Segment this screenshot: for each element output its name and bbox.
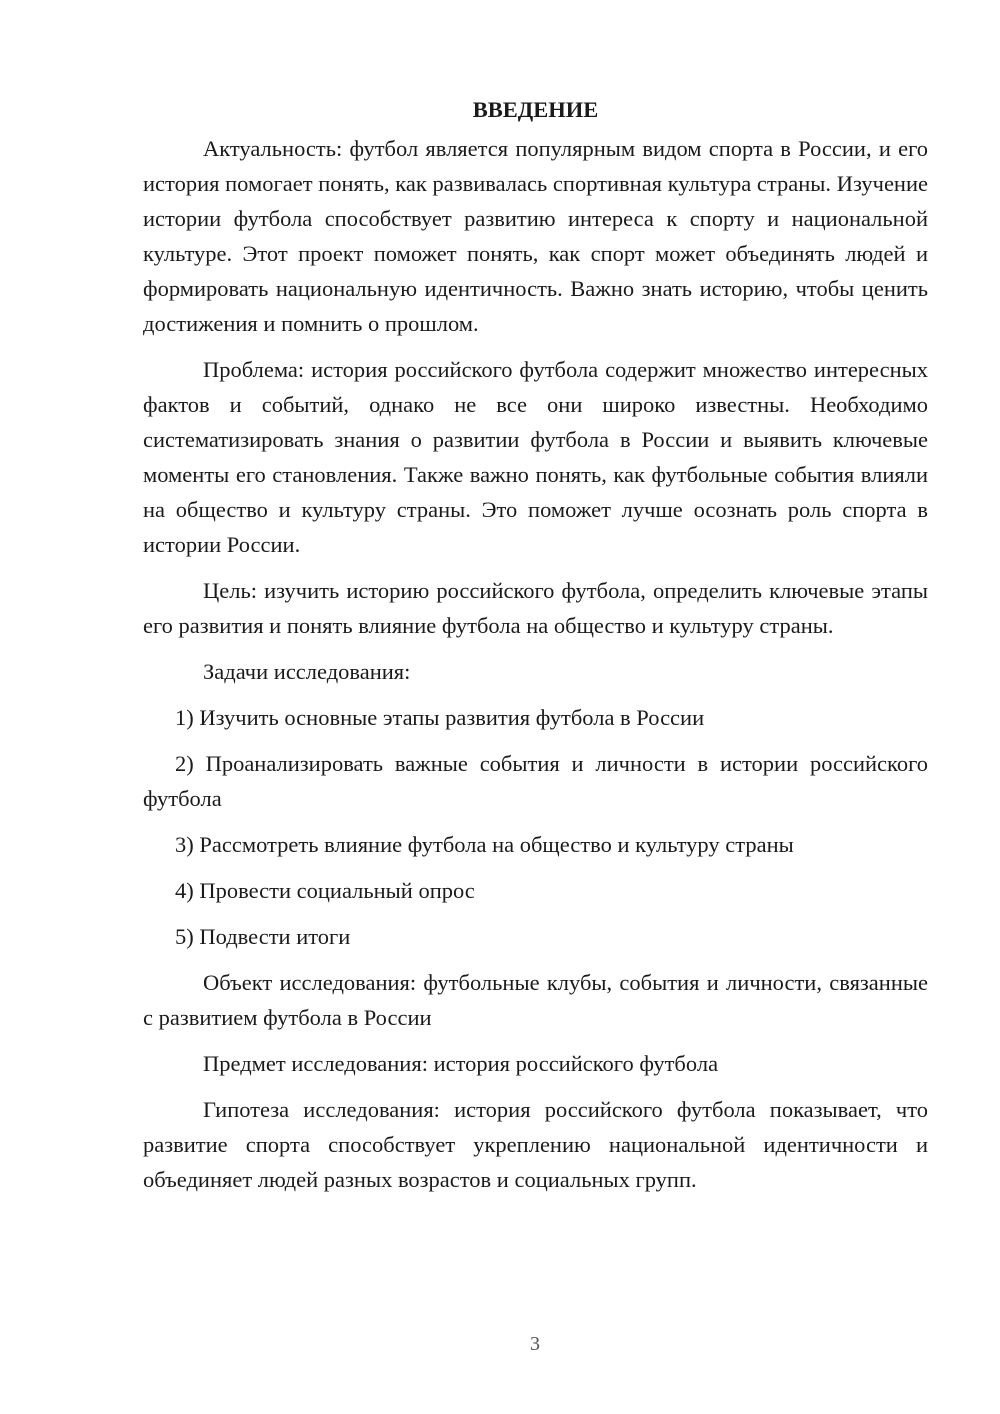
object-paragraph: Объект исследования: футбольные клубы, события и личности, связанные с развитием футбола в России: [143, 970, 928, 1030]
problem-paragraph: Проблема: история российского футбола содержит множество интересных фактов и событий, однако не все они широко известны. Необходимо систематизировать знания о развитии футбола в России и выявить ключевые моменты его становления. Также важно понять, как футбольные события влияли на общество и культуру страны. Это поможет лучше осознать роль спорта в истории России.: [143, 357, 928, 557]
tasks-list: [143, 700, 928, 954]
task-item: 2) Проанализировать важные события и личности в истории российского футбола: [143, 751, 928, 811]
task-item: 3) Рассмотреть влияние футбола на общество и культуру страны: [175, 832, 794, 857]
task-item: 4) Провести социальный опрос: [175, 878, 475, 903]
goal-paragraph: Цель: изучить историю российского футбола, определить ключевые этапы его развития и понять влияние футбола на общество и культуру страны.: [143, 578, 928, 638]
subject-paragraph: Предмет исследования: история российского футбола: [203, 1051, 719, 1076]
document-page: [143, 92, 928, 1208]
task-item: 5) Подвести итоги: [175, 924, 351, 949]
tasks-heading: Задачи исследования:: [203, 659, 411, 684]
relevance-paragraph: Актуальность: футбол является популярным видом спорта в России, и его история помогает понять, как развивалась спортивная культура страны. Изучение истории футбола способствует развитию интереса к спорту и национальной культуре. Этот проект поможет понять, как спорт может объединять людей и формировать национальную идентичность. Важно знать историю, чтобы ценить достижения и помнить о прошлом.: [143, 136, 928, 336]
hypothesis-paragraph: Гипотеза исследования: история российского футбола показывает, что развитие спорта способствует укреплению национальной идентичности и объединяет людей разных возрастов и социальных групп.: [143, 1097, 928, 1192]
task-item: 1) Изучить основные этапы развития футбола в России: [175, 705, 705, 730]
page-number: 3: [530, 1333, 540, 1355]
section-title: ВВЕДЕНИЕ: [472, 97, 599, 122]
